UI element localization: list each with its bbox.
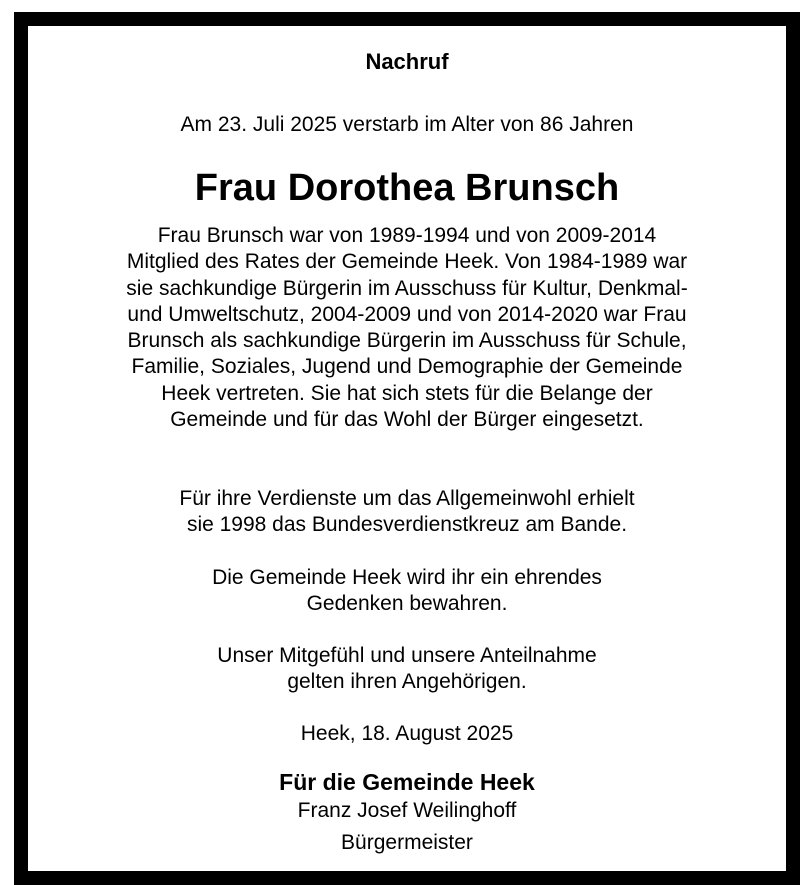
text-line: und Umweltschutz, 2004-2009 und von 2014-2020 war Frau	[127, 302, 687, 326]
text-line: Die Gemeinde Heek wird ihr ein ehrendes	[212, 566, 602, 589]
text-line: Heek vertreten. Sie hat sich stets für die Belange der	[161, 381, 653, 405]
notice-heading: Nachruf	[365, 49, 449, 74]
text-line: Familie, Soziales, Jugend und Demographie der Gemeinde	[131, 355, 683, 379]
death-announcement: Am 23. Juli 2025 verstarb im Alter von 86 Jahren	[180, 113, 634, 136]
text-line: Gedenken bewahren.	[306, 592, 508, 616]
honors-paragraph	[28, 486, 786, 539]
obituary-frame	[14, 12, 800, 885]
signer-name: Franz Josef Weilinghoff	[297, 799, 517, 822]
text-line: sie 1998 das Bundesverdienstkreuz am Bande.	[186, 513, 628, 537]
deceased-name: Frau Dorothea Brunsch	[194, 167, 620, 209]
biography-paragraph	[28, 223, 786, 433]
text-line: Mitglied des Rates der Gemeinde Heek. Von 1984-1989 war	[126, 250, 688, 274]
text-line: sie sachkundige Bürgerin im Ausschuss für Kultur, Denkmal-	[126, 276, 688, 300]
text-line: Gemeinde und für das Wohl der Bürger eingesetzt.	[170, 408, 644, 432]
signer-organization: Für die Gemeinde Heek	[279, 769, 535, 795]
text-line: gelten ihren Angehörigen.	[287, 670, 527, 694]
text-line: Brunsch als sachkundige Bürgerin im Ausschuss für Schule,	[127, 329, 687, 353]
place-and-date: Heek, 18. August 2025	[300, 722, 514, 745]
condolence-paragraph	[28, 643, 786, 696]
text-line: Frau Brunsch war von 1989-1994 und von 2009-2014	[157, 224, 657, 247]
remembrance-paragraph	[28, 565, 786, 618]
text-line: Für ihre Verdienste um das Allgemeinwohl erhielt	[179, 487, 635, 510]
text-line: Unser Mitgefühl und unsere Anteilnahme	[217, 644, 597, 667]
signer-title: Bürgermeister	[341, 831, 473, 854]
